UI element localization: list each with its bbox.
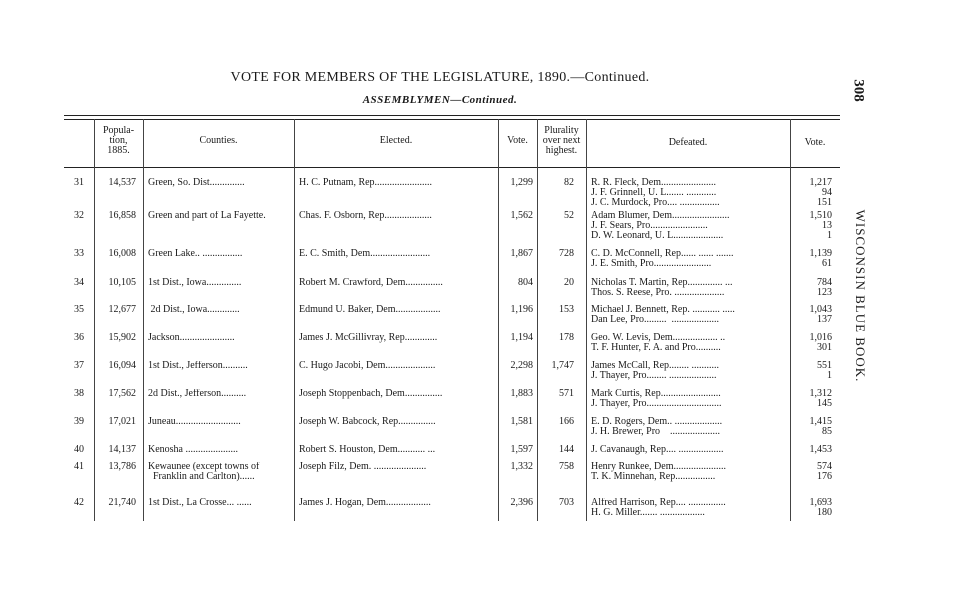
district-number: 42 <box>74 498 84 508</box>
defeated-cell-line: J. Thayer, Pro........ ................... <box>591 371 717 381</box>
plurality-cell: 166 <box>559 417 574 427</box>
defeated-cell-line: T. K. Minnehan, Rep................ <box>591 472 716 482</box>
county-cell-line: 2d Dist., Iowa............. <box>148 305 240 315</box>
defeated-cell-line: Nicholas T. Martin, Rep.............. ... <box>591 278 733 288</box>
defeated-vote-cell-line: 123 <box>817 288 832 298</box>
defeated-vote-cell-line: 784 <box>817 278 832 288</box>
defeated-vote-cell <box>792 249 832 269</box>
county-cell-line: 2d Dist., Jefferson.......... <box>148 389 247 399</box>
defeated-cell <box>591 249 787 269</box>
county-cell <box>148 178 293 188</box>
defeated-vote-cell <box>792 445 832 455</box>
defeated-vote-cell-line: 145 <box>817 399 832 409</box>
defeated-cell <box>591 361 787 381</box>
defeated-vote-cell <box>792 305 832 325</box>
defeated-cell-line: C. D. McConnell, Rep...... ...... ....... <box>591 249 734 259</box>
defeated-vote-cell <box>792 462 832 482</box>
plurality-cell: 758 <box>559 462 574 472</box>
district-number: 40 <box>74 445 84 455</box>
col-divider <box>143 119 144 521</box>
col-divider <box>94 119 95 521</box>
defeated-vote-cell-line: 551 <box>817 361 832 371</box>
header-vote: Vote. <box>507 135 528 146</box>
county-cell-line: 1st Dist., Iowa.............. <box>148 278 242 288</box>
district-number: 37 <box>74 361 84 371</box>
county-cell-line: Juneau.......................... <box>148 417 241 427</box>
col-divider <box>294 119 295 521</box>
plurality-cell: 703 <box>559 498 574 508</box>
defeated-vote-cell-line: 151 <box>817 198 832 208</box>
defeated-vote-cell-line: 1,139 <box>809 249 832 259</box>
defeated-vote-cell-line: 85 <box>822 427 832 437</box>
defeated-vote-cell <box>792 417 832 437</box>
defeated-vote-cell <box>792 333 832 353</box>
county-cell <box>148 445 293 455</box>
county-cell <box>148 333 293 343</box>
defeated-vote-cell-line: 1,453 <box>809 445 832 455</box>
table-header-rule <box>64 167 840 168</box>
defeated-cell-line: Geo. W. Levis, Dem.................. .. <box>591 333 726 343</box>
county-cell-line: 1st Dist., Jefferson.......... <box>148 361 248 371</box>
header-plurality: Plurality over next highest. <box>542 125 581 156</box>
plurality-cell: 571 <box>559 389 574 399</box>
defeated-cell-line: R. R. Fleck, Dem...................... <box>591 178 716 188</box>
elected-cell: H. C. Putnam, Rep....................... <box>299 178 433 188</box>
county-cell-line: Green Lake.. ................ <box>148 249 243 259</box>
header-elected: Elected. <box>379 135 413 146</box>
defeated-cell <box>591 389 787 409</box>
district-number: 38 <box>74 389 84 399</box>
county-cell <box>148 249 293 259</box>
plurality-cell: 20 <box>564 278 574 288</box>
defeated-vote-cell-line: 1 <box>827 371 832 381</box>
defeated-vote-cell-line: 137 <box>817 315 832 325</box>
elected-cell: Joseph Filz, Dem. ..................... <box>299 462 427 472</box>
table-top-rule-2 <box>64 119 840 120</box>
defeated-cell <box>591 462 787 482</box>
defeated-cell-line: J. F. Grinnell, U. L....... ............ <box>591 188 717 198</box>
district-number: 32 <box>74 211 84 221</box>
elected-cell: E. C. Smith, Dem........................ <box>299 249 431 259</box>
defeated-cell-line: Alfred Harrison, Rep.... ............... <box>591 498 726 508</box>
defeated-vote-cell <box>792 498 832 518</box>
defeated-vote-cell-line: 301 <box>817 343 832 353</box>
district-number: 35 <box>74 305 84 315</box>
page-title: VOTE FOR MEMBERS OF THE LEGISLATURE, 1890.—Continued. <box>230 70 650 85</box>
header-defeated-vote: Vote. <box>804 137 826 148</box>
vote-cell: 1,194 <box>510 333 533 343</box>
district-number: 34 <box>74 278 84 288</box>
county-cell <box>148 389 293 399</box>
elected-cell: Robert M. Crawford, Dem............... <box>299 278 443 288</box>
population-cell: 14,137 <box>108 445 136 455</box>
district-number: 39 <box>74 417 84 427</box>
defeated-vote-cell-line: 180 <box>817 508 832 518</box>
population-cell: 10,105 <box>108 278 136 288</box>
defeated-cell-line: Michael J. Bennett, Rep. ........... ..... <box>591 305 735 315</box>
defeated-cell-line: Thos. S. Reese, Pro. .................... <box>591 288 725 298</box>
defeated-cell-line: J. Cavanaugh, Rep.... .................. <box>591 445 724 455</box>
plurality-cell: 1,747 <box>551 361 574 371</box>
defeated-vote-cell-line: 1,510 <box>809 211 832 221</box>
county-cell-line: Kenosha ..................... <box>148 445 238 455</box>
defeated-cell-line: Dan Lee, Pro......... ................... <box>591 315 720 325</box>
table-top-rule <box>64 115 840 116</box>
vote-cell: 2,396 <box>510 498 533 508</box>
header-population: Popula- tion, 1885. <box>102 125 135 156</box>
defeated-vote-cell <box>792 389 832 409</box>
vote-cell: 1,332 <box>510 462 533 472</box>
page-number: 308 <box>850 79 867 102</box>
plurality-cell: 178 <box>559 333 574 343</box>
defeated-vote-cell-line: 1,217 <box>809 178 832 188</box>
header-counties: Counties. <box>199 135 238 146</box>
defeated-cell-line: D. W. Leonard, U. L.................... <box>591 231 724 241</box>
district-number: 31 <box>74 178 84 188</box>
elected-cell: Edmund U. Baker, Dem.................. <box>299 305 441 315</box>
defeated-vote-cell-line: 1,415 <box>809 417 832 427</box>
vote-cell: 1,299 <box>510 178 533 188</box>
county-cell <box>148 498 293 508</box>
defeated-cell <box>591 498 787 518</box>
vote-cell: 1,597 <box>510 445 533 455</box>
population-cell: 12,677 <box>108 305 136 315</box>
vote-cell: 1,581 <box>510 417 533 427</box>
defeated-cell <box>591 178 787 208</box>
plurality-cell: 153 <box>559 305 574 315</box>
county-cell-line: 1st Dist., La Crosse... ...... <box>148 498 252 508</box>
defeated-vote-cell-line: 13 <box>822 221 832 231</box>
defeated-cell-line: Mark Curtis, Rep........................ <box>591 389 721 399</box>
plurality-cell: 728 <box>559 249 574 259</box>
defeated-cell-line: H. G. Miller....... .................. <box>591 508 705 518</box>
plurality-cell: 144 <box>559 445 574 455</box>
county-cell <box>148 417 293 427</box>
defeated-cell-line: T. F. Hunter, F. A. and Pro.......... <box>591 343 721 353</box>
population-cell: 16,094 <box>108 361 136 371</box>
defeated-cell-line: James McCall, Rep........ ........... <box>591 361 720 371</box>
defeated-vote-cell-line: 1,312 <box>809 389 832 399</box>
county-cell-line: Green and part of La Fayette. <box>148 211 266 221</box>
defeated-cell-line: E. D. Rogers, Dem.. ................... <box>591 417 723 427</box>
vote-cell: 1,883 <box>510 389 533 399</box>
defeated-cell-line: Adam Blumer, Dem....................... <box>591 211 730 221</box>
defeated-cell <box>591 445 787 455</box>
elected-cell: Robert S. Houston, Dem........... ... <box>299 445 436 455</box>
district-number: 41 <box>74 462 84 472</box>
defeated-cell <box>591 305 787 325</box>
county-cell-line: Jackson...................... <box>148 333 235 343</box>
defeated-vote-cell-line: 1 <box>827 231 832 241</box>
population-cell: 15,902 <box>108 333 136 343</box>
county-cell <box>148 305 293 315</box>
elected-cell: Joseph W. Babcock, Rep............... <box>299 417 436 427</box>
elected-cell: Joseph Stoppenbach, Dem............... <box>299 389 443 399</box>
vote-cell: 1,196 <box>510 305 533 315</box>
side-running-title: WISCONSIN BLUE BOOK. <box>853 209 868 383</box>
population-cell: 17,021 <box>108 417 136 427</box>
county-cell-line: Kewaunee (except towns of <box>148 462 260 472</box>
vote-cell: 1,867 <box>510 249 533 259</box>
elected-cell: C. Hugo Jacobi, Dem.................... <box>299 361 436 371</box>
defeated-cell <box>591 211 787 241</box>
population-cell: 16,008 <box>108 249 136 259</box>
population-cell: 16,858 <box>108 211 136 221</box>
defeated-vote-cell-line: 1,043 <box>809 305 832 315</box>
defeated-vote-cell <box>792 211 832 241</box>
defeated-cell <box>591 333 787 353</box>
plurality-cell: 82 <box>564 178 574 188</box>
population-cell: 14,537 <box>108 178 136 188</box>
defeated-cell-line: J. C. Murdock, Pro.... ................ <box>591 198 720 208</box>
district-number: 33 <box>74 249 84 259</box>
defeated-vote-cell <box>792 361 832 381</box>
county-cell-line: Franklin and Carlton)...... <box>148 472 255 482</box>
page-subtitle: ASSEMBLYMEN—Continued. <box>362 94 518 106</box>
elected-cell: James J. Hogan, Dem.................. <box>299 498 431 508</box>
defeated-vote-cell-line: 61 <box>822 259 832 269</box>
population-cell: 21,740 <box>108 498 136 508</box>
col-divider <box>790 119 791 521</box>
header-defeated: Defeated. <box>668 137 708 148</box>
elected-cell: James J. McGillivray, Rep............. <box>299 333 438 343</box>
county-cell-line: Green, So. Dist.............. <box>148 178 245 188</box>
county-cell <box>148 462 293 482</box>
county-cell <box>148 211 293 221</box>
defeated-vote-cell-line: 1,693 <box>809 498 832 508</box>
defeated-vote-cell-line: 176 <box>817 472 832 482</box>
district-number: 36 <box>74 333 84 343</box>
defeated-cell-line: J. Thayer, Pro.............................. <box>591 399 722 409</box>
defeated-cell-line: J. E. Smith, Pro....................... <box>591 259 712 269</box>
col-divider <box>586 119 587 521</box>
vote-cell: 2,298 <box>510 361 533 371</box>
defeated-cell-line: J. F. Sears, Pro....................... <box>591 221 708 231</box>
defeated-vote-cell-line: 574 <box>817 462 832 472</box>
population-cell: 13,786 <box>108 462 136 472</box>
population-cell: 17,562 <box>108 389 136 399</box>
defeated-vote-cell <box>792 278 832 298</box>
defeated-vote-cell-line: 94 <box>822 188 832 198</box>
vote-cell: 804 <box>518 278 533 288</box>
defeated-vote-cell <box>792 178 832 208</box>
county-cell <box>148 361 293 371</box>
county-cell <box>148 278 293 288</box>
defeated-vote-cell-line: 1,016 <box>809 333 832 343</box>
defeated-cell <box>591 278 787 298</box>
defeated-cell <box>591 417 787 437</box>
defeated-cell-line: Henry Runkee, Dem..................... <box>591 462 726 472</box>
vote-cell: 1,562 <box>510 211 533 221</box>
defeated-cell-line: J. H. Brewer, Pro .................... <box>591 427 721 437</box>
plurality-cell: 52 <box>564 211 574 221</box>
elected-cell: Chas. F. Osborn, Rep................... <box>299 211 432 221</box>
